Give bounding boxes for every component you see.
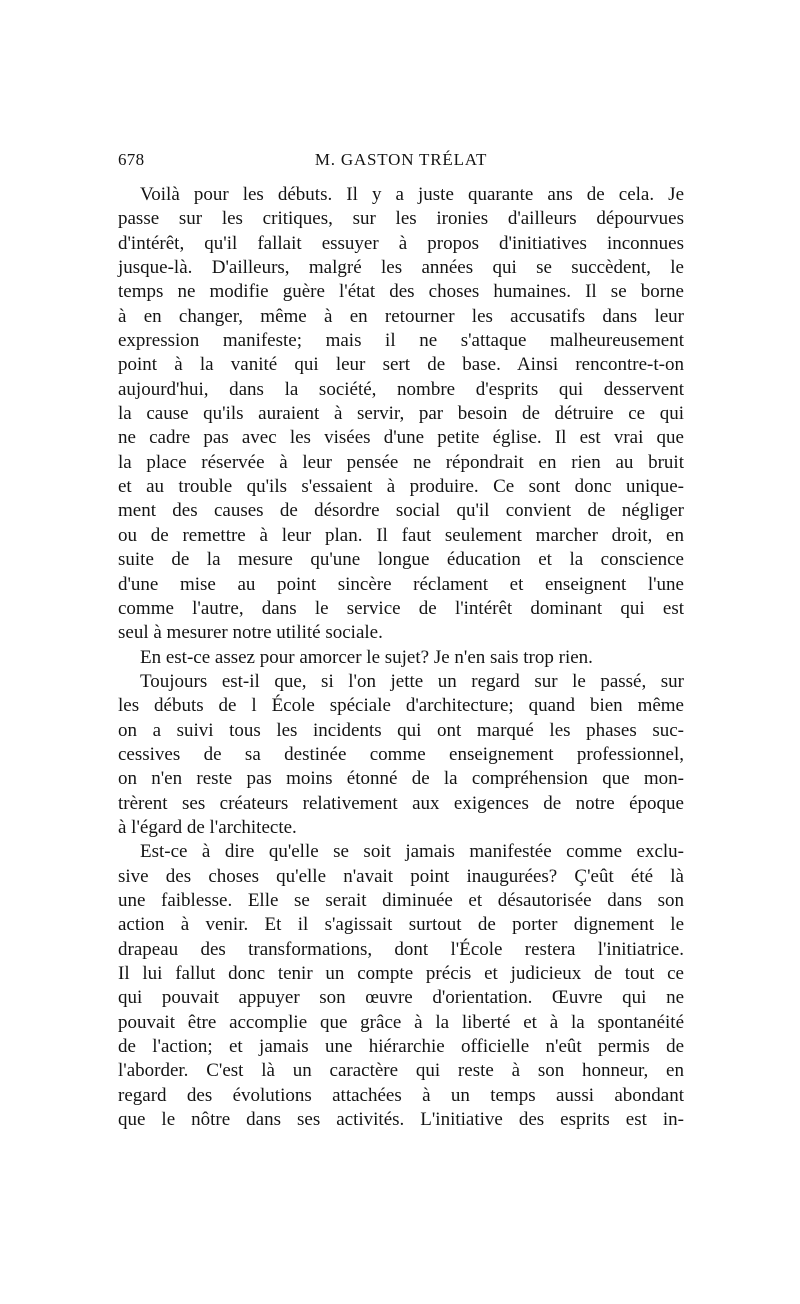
text-line: l'aborder. C'est là un caractère qui reste à son honneur, en — [118, 1060, 684, 1082]
text-line: aujourd'hui, dans la société, nombre d'esprits qui desservent — [118, 378, 684, 400]
text-line: les débuts de l École spéciale d'architecture; quand bien même — [118, 695, 684, 717]
text-line: que le nôtre dans ses activités. L'initiative des esprits est in- — [118, 1109, 684, 1131]
page-number: 678 — [118, 150, 145, 169]
text-line: expression manifeste; mais il ne s'attaque malheureusement — [118, 330, 684, 352]
text-line: on n'en reste pas moins étonné de la compréhension que mon- — [118, 768, 684, 790]
text-line: drapeau des transformations, dont l'École restera l'initiatrice. — [118, 938, 684, 960]
text-line: passe sur les critiques, sur les ironies d'ailleurs dépourvues — [118, 208, 684, 230]
text-line: suite de la mesure qu'une longue éducation et la conscience — [118, 549, 684, 571]
text-line: ou de remettre à leur plan. Il faut seulement marcher droit, en — [118, 524, 684, 546]
text-line: Voilà pour les débuts. Il y a juste quarante ans de cela. Je — [140, 184, 684, 205]
text-line: Il lui fallut donc tenir un compte précis et judicieux de tout ce — [118, 963, 684, 984]
paragraph — [118, 840, 684, 1132]
paragraph — [118, 646, 684, 670]
text-line: seul à mesurer notre utilité sociale. — [118, 622, 383, 644]
text-line: Toujours est-il que, si l'on jette un regard sur le passé, sur — [140, 670, 684, 692]
text-line: point à la vanité qui leur sert de base. Ainsi rencontre-t-on — [118, 354, 684, 376]
text-line: action à venir. Et il s'agissait surtout de porter dignement le — [118, 914, 684, 936]
text-line: on a suivi tous les incidents qui ont marqué les phases suc- — [118, 719, 684, 741]
text-line: de l'action; et jamais une hiérarchie officielle n'eût permis de — [118, 1036, 684, 1058]
text-line: Est-ce à dire qu'elle se soit jamais manifestée comme exclu- — [140, 841, 684, 863]
text-line: ment des causes de désordre social qu'il convient de négliger — [118, 500, 684, 522]
text-line: pouvait être accomplie que grâce à la liberté et à la spontanéité — [118, 1011, 684, 1033]
paragraph — [118, 183, 684, 646]
text-line: regard des évolutions attachées à un temps aussi abondant — [118, 1084, 684, 1106]
text-line: à l'égard de l'architecte. — [118, 816, 297, 838]
text-line: qui pouvait appuyer son œuvre d'orientation. Œuvre qui ne — [118, 987, 684, 1009]
text-line: ne cadre pas avec les visées d'une petite église. Il est vrai que — [118, 427, 684, 449]
paragraph — [118, 670, 684, 840]
text-line: d'intérêt, qu'il fallait essuyer à propos d'initiatives inconnues — [118, 232, 684, 254]
text-line: une faiblesse. Elle se serait diminuée et désautorisée dans son — [118, 889, 684, 911]
text-line: En est-ce assez pour amorcer le sujet? Je n'en sais trop rien. — [140, 646, 593, 668]
running-title: M. GASTON TRÉLAT — [314, 150, 488, 169]
text-line: à en changer, même à en retourner les accusatifs dans leur — [118, 305, 684, 327]
text-line: comme l'autre, dans le service de l'intérêt dominant qui est — [118, 597, 684, 619]
text-line: trèrent ses créateurs relativement aux exigences de notre époque — [118, 792, 684, 814]
text-line: la place réservée à leur pensée ne répondrait en rien au bruit — [118, 451, 684, 473]
running-head — [118, 150, 684, 172]
text-line: cessives de sa destinée comme enseignement professionnel, — [118, 743, 684, 765]
text-line: sive des choses qu'elle n'avait point inaugurées? Ç'eût été là — [118, 865, 684, 887]
text-line: jusque-là. D'ailleurs, malgré les années qui se succèdent, le — [118, 257, 684, 279]
text-line: temps ne modifie guère l'état des choses humaines. Il se borne — [118, 281, 684, 303]
text-line: d'une mise au point sincère réclament et enseignent l'une — [118, 573, 684, 595]
text-line: la cause qu'ils auraient à servir, par besoin de détruire ce qui — [118, 403, 684, 425]
body-text — [118, 183, 684, 1132]
text-line: et au trouble qu'ils s'essaient à produire. Ce sont donc unique- — [118, 476, 684, 498]
